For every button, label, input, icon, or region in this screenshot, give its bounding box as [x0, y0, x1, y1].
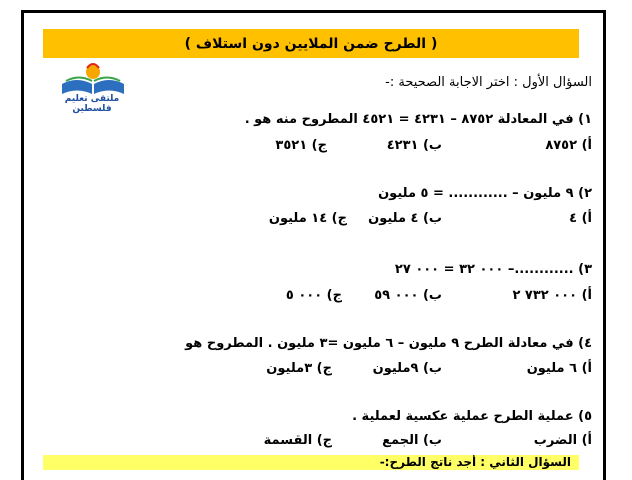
- question-2-option-c[interactable]: ج) ١٤ مليون: [268, 211, 347, 226]
- worksheet-title-text: ( الطرح ضمن الملايين دون استلاف ): [184, 35, 438, 52]
- question-3-stem: ٣) ............– ٠٠٠ ٣٢ = ٠٠٠ ٢٧: [394, 262, 592, 277]
- question-1-option-c[interactable]: ج) ٣٥٢١: [275, 138, 327, 153]
- question-3-option-c[interactable]: ج) ٠٠٠ ٥: [285, 288, 342, 303]
- logo: [44, 62, 140, 114]
- open-book-icon: [44, 62, 140, 96]
- question-1-stem: ١) في المعادلة ٨٧٥٢ – ٤٢٣١ = ٤٥٢١ المطروح منه هو .: [244, 112, 592, 127]
- question-2-option-a[interactable]: أ) ٤: [569, 211, 592, 226]
- section2-header: السؤال الثاني : أجد ناتج الطرح:-: [43, 455, 579, 470]
- question-1-option-b[interactable]: ب) ٤٢٣١: [386, 138, 442, 153]
- question-5-stem: ٥) عملية الطرح عملية عكسية لعملية .: [352, 409, 592, 424]
- question-1-option-a[interactable]: أ) ٨٧٥٢: [545, 138, 592, 153]
- worksheet-title: [43, 29, 579, 58]
- question-4-option-b[interactable]: ب) ٩مليون: [372, 361, 442, 376]
- question-5-option-c[interactable]: ج) القسمة: [263, 433, 332, 448]
- question-4-stem: ٤) في معادلة الطرح ٩ مليون – ٦ مليون =٣ مليون . المطروح هو: [185, 336, 592, 351]
- question-4-option-a[interactable]: أ) ٦ مليون: [526, 361, 592, 376]
- question-3-option-b[interactable]: ب) ٠٠٠ ٥٩: [374, 288, 442, 303]
- question-4-option-c[interactable]: ج) ٣مليون: [266, 361, 332, 376]
- question-2-stem: ٢) ٩ مليون – ............ = ٥ مليون: [378, 186, 592, 201]
- question-2-option-b[interactable]: ب) ٤ مليون: [368, 211, 442, 226]
- logo-text: ملتقى تعليم فلسطين: [64, 94, 120, 114]
- question-3-option-a[interactable]: أ) ٠٠٠ ٧٣٢ ٢: [512, 288, 592, 303]
- section1-header: السؤال الأول : اختر الاجابة الصحيحة :-: [385, 75, 592, 90]
- question-5-option-a[interactable]: أ) الضرب: [533, 433, 592, 448]
- question-5-option-b[interactable]: ب) الجمع: [382, 433, 442, 448]
